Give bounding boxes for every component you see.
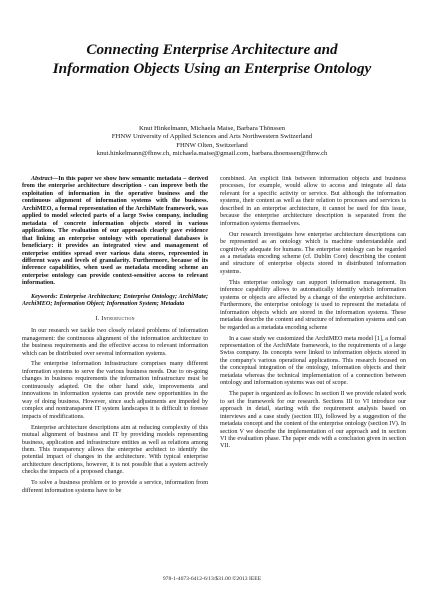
keywords-label: Keywords: bbox=[31, 293, 58, 300]
section-heading-introduction: I. Introduction bbox=[95, 314, 135, 322]
abstract bbox=[22, 176, 208, 288]
body-paragraph: This enterprise ontology can support information management. Its inference capability allows to automatically identify which information systems or objects are affected by a change of the enterprise architecture. Furthermore, the enterprise ontology is used to represent the metadata of information objects which are stored in the information systems. These metadata describe the content and structure of information systems and can be regarded as a metadata encoding scheme bbox=[220, 279, 406, 331]
abstract-label: Abstract bbox=[31, 176, 53, 182]
copyright-footer: 978-1-4673-6412-6/13/$31.00 ©2013 IEEE bbox=[162, 576, 262, 582]
keywords bbox=[22, 294, 208, 309]
body-paragraph: The enterprise information infrastructure comprises many different information systems to serve the various business needs. Due to on-going changes in business requirements the information infrastructure must be continuously adapted. On the other hand side, improvements and innovations in information systems can provide new opportunities in the way of doing business. However, since such adjustments are impeded by complex and nontransparent IT system landscapes it is difficult to foresee impacts of modifications. bbox=[22, 361, 208, 420]
author-affiliation-1: FHNW University of Applied Sciences and Arts Northwestern Switzerland bbox=[111, 133, 313, 141]
title-line-1: Connecting Enterprise Architecture and bbox=[86, 41, 338, 58]
left-column bbox=[22, 176, 208, 571]
paper-title bbox=[20, 40, 404, 78]
author-emails: knut.hinkelmann@fhnw.ch, michaela.maise@gmail.com, barbara.thoenssen@fhnw.ch bbox=[96, 150, 328, 158]
right-column bbox=[220, 176, 406, 571]
body-paragraph: Enterprise architecture descriptions aim at reducing complexity of this mutual alignment of business and IT by providing models representing business, application and infrastructure entities as well as relations among them. This transparency allows the enterprise architect to identify the potential impact of changes in the architecture. With typical enterprise architecture descriptions, however, it is not possible that a system actively checks the impacts of a proposed change. bbox=[22, 424, 208, 476]
title-line-2: Information Objects Using an Enterprise Ontology bbox=[52, 60, 372, 77]
body-paragraph: Our research investigates how enterprise architecture descriptions can be represented as an ontology which is machine understandable and cognitively adequate for humans. The enterprise ontology can be regarded as a metadata encoding scheme (cf. Dublin Core) describing the content and structure of enterprise objects stored in distributed information systems. bbox=[220, 231, 406, 275]
author-names: Knut Hinkelmann, Michaela Maise, Barbara Thönssen bbox=[138, 125, 286, 132]
keywords-text: Enterprise Architecture; Enterprise Ontology; ArchiMate; ArchiMEO; Information Object; Information System; Metadata bbox=[22, 293, 208, 308]
body-paragraph: In a case study we customized the ArchiMEO meta model [1], a formal representation of the ArchiMate framework, to the requirements of a large Swiss company. Its concepts were linked to information objects stored in the company's various operational applications. This research focused on the conceptual integration of the ontology, information objects and their metadata whereas the technical implementation of a connection between ontology and information systems was out of scope. bbox=[220, 335, 406, 387]
abstract-text: —In this paper we show how semantic metadata – derived from the enterprise architecture description - can improve both the exploitation of information in the operative business and the continuous alignment of information systems with the business. ArchiMEO, a formal representation of the ArchiMate framework, was applied to model selected parts of a large Swiss company, including metadata of concrete information objects stored in various applications. The evaluation of our approach clearly gave evidence that linking an enterprise ontology with operational databases is beneficiary: it provides an integrated view and management of enterprise entities spread over various data stores, represented in different ways and levels of granularity. Furthermore, because of its inference capabilities, when used as metadata encoding scheme an enterprise ontology can provide context-sensitive access to relevant information. bbox=[22, 176, 208, 287]
body-paragraph: In our research we tackle two closely related problems of information management: the continuous alignment of the information architecture to the business requirements and the effective access to relevant information which can be distributed over several information systems. bbox=[22, 328, 208, 357]
body-paragraph: combined. An explicit link between information objects and business processes, for example, would allow to access and integrate all data relevant for a specific activity or service. But although the information systems, their content as well as their relation to processes and services is described in an enterprise architecture, it cannot be used for this issue, because the enterprise architecture description is separated from the information systems themselves. bbox=[220, 176, 406, 227]
body-paragraph: The paper is organized as follows: In section II we provide related work to set the framework for our research. Sections III to VI introduce our approach in detail, starting with the requirement analysis based on interviews and a case study (section III), followed by a suggestion of the metadata concept and the content of the enterprise ontology (section IV). In section V we describe the implementation of our approach and in section VI the evaluation phase. The paper ends with a conclusion given in section VII. bbox=[220, 391, 406, 450]
author-affiliation-2: FHNW Olten, Switzerland bbox=[176, 141, 248, 149]
author-block bbox=[20, 125, 404, 159]
body-paragraph: To solve a business problem or to provide a service, information from different information systems have to be bbox=[22, 480, 208, 494]
